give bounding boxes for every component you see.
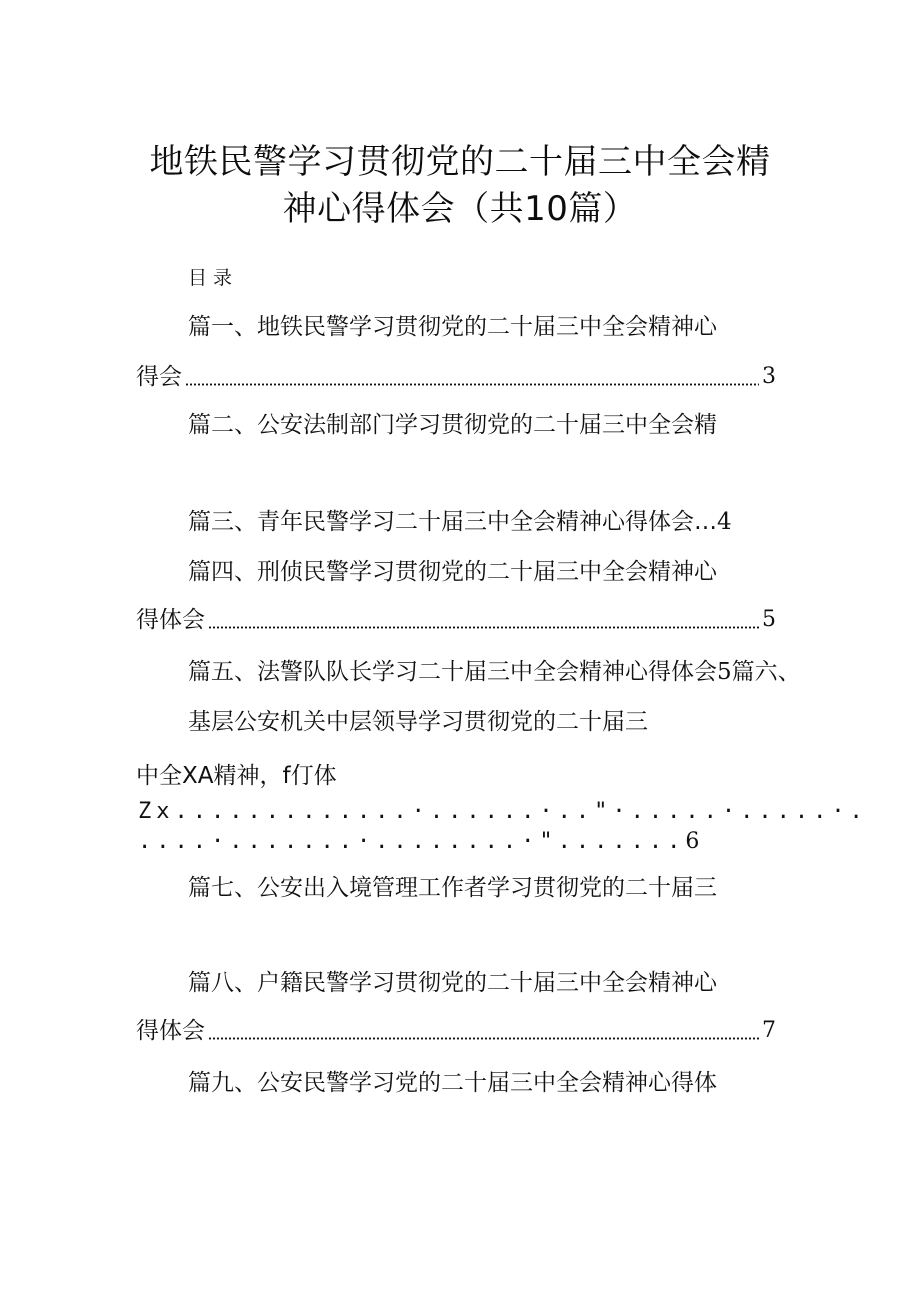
toc-entry-6-prefix: 篇六、 <box>731 659 801 685</box>
toc-entry-8-title-continued: 得体会 <box>136 1018 205 1044</box>
toc-entry-4-leader-row <box>136 605 776 635</box>
toc-entry-1-page: 3 <box>762 364 776 389</box>
toc-entry-7-title: 篇七、公安出入境管理工作者学习贯彻党的二十届三 <box>188 875 717 901</box>
toc-entry-8-title: 篇八、户籍民警学习贯彻党的二十届三中全会精神心 <box>188 970 717 996</box>
toc-heading: 目录 <box>188 267 239 289</box>
toc-entry-4-title-continued: 得体会 <box>136 607 205 633</box>
toc-entry-4-page: 5 <box>762 607 776 632</box>
toc-entry-6-garbled-leader-2: ....·.......·........·"....... <box>138 829 686 854</box>
toc-entry-8-leader-row <box>136 1016 776 1046</box>
toc-entry-8-page: 7 <box>762 1018 776 1043</box>
toc-entry-3-row <box>188 507 732 537</box>
dot-leader <box>208 1037 759 1040</box>
toc-entry-6-title: 基层公安机关中层领导学习贯彻党的二十届三 <box>188 709 648 735</box>
document-title-line-2: 神心得体会（共10篇） <box>282 189 638 229</box>
toc-entry-4-title: 篇四、刑侦民警学习贯彻党的二十届三中全会精神心 <box>188 559 717 585</box>
toc-entry-6-page: 6 <box>685 829 705 854</box>
toc-entry-6-leader-row <box>138 827 704 857</box>
toc-entry-1-title-continued: 得会 <box>136 364 182 390</box>
toc-entry-6-garbled-leader-1: Zx.............·......·.."·.....·.....·. <box>138 799 868 824</box>
toc-entry-5-row <box>188 657 801 687</box>
toc-entry-5-page: 5 <box>717 659 732 685</box>
toc-entry-3-title: 篇三、青年民警学习二十届三中全会精神心得体会… <box>188 509 717 535</box>
toc-entry-1-leader-row <box>136 362 776 392</box>
toc-entry-2-title: 篇二、公安法制部门学习贯彻党的二十届三中全会精 <box>188 412 717 438</box>
toc-entry-3-page: 4 <box>717 509 732 535</box>
dot-leader <box>208 626 759 629</box>
toc-entry-1-title: 篇一、地铁民警学习贯彻党的二十届三中全会精神心 <box>188 314 717 340</box>
document-title-line-1: 地铁民警学习贯彻党的二十届三中全会精 <box>149 142 771 182</box>
toc-entry-6-title-continued: 中全XA精神，f仃体 <box>136 763 337 789</box>
toc-entry-5-title: 篇五、法警队队长学习二十届三中全会精神心得体会 <box>188 659 717 685</box>
dot-leader <box>185 383 759 386</box>
toc-entry-9-title: 篇九、公安民警学习党的二十届三中全会精神心得体 <box>188 1070 717 1096</box>
